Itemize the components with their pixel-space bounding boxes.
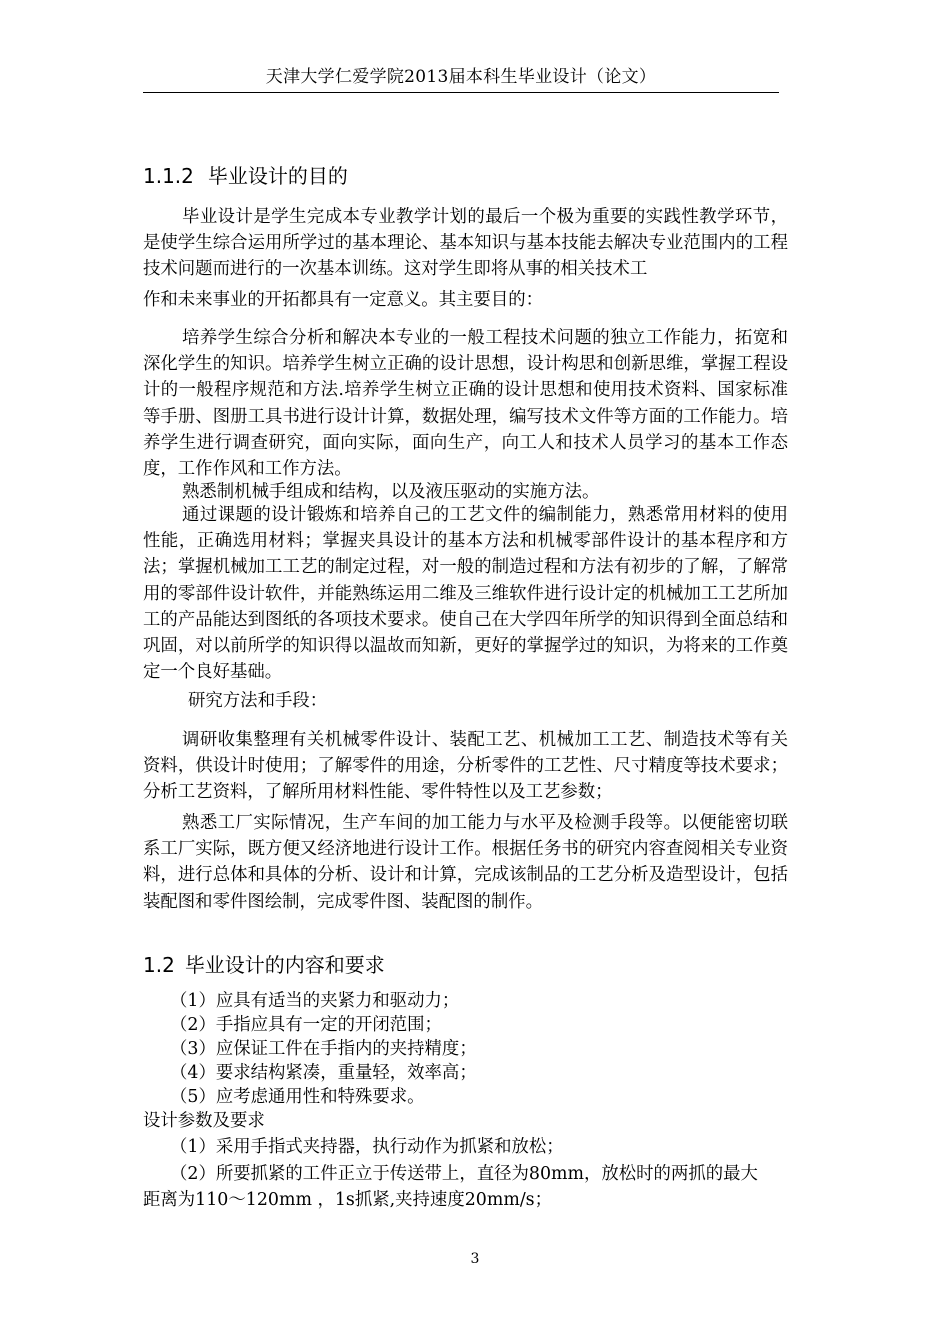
- purpose-paragraph-1b: 作和未来事业的开拓都具有一定意义。其主要目的：: [143, 290, 543, 310]
- section-number: 1.2: [143, 953, 175, 977]
- section-number: 1.1.2: [143, 164, 194, 188]
- design-params-label: 设计参数及要求: [143, 1111, 265, 1131]
- requirement-item-1: （1）应具有适当的夹紧力和驱动力；: [170, 991, 460, 1011]
- purpose-paragraph-2: [143, 325, 788, 482]
- methods-label: 研究方法和手段：: [188, 691, 328, 711]
- design-param-2-line-2: 距离为110～120mm ，1s抓紧,夹持速度20mm/s；: [143, 1190, 552, 1210]
- section-title: 毕业设计的目的: [207, 164, 348, 188]
- design-param-1: （1）采用手指式夹持器，执行动作为抓紧和放松；: [170, 1137, 564, 1157]
- section-heading-1-1-2: [143, 163, 348, 189]
- purpose-paragraph-3: 熟悉制机械手组成和结构，以及液压驱动的实施方法。: [182, 482, 600, 502]
- design-param-2-line-1: （2）所要抓紧的工件正立于传送带上，直径为80mm，放松时的两抓的最大: [170, 1164, 758, 1184]
- requirement-item-5: （5）应考虑通用性和特殊要求。: [170, 1087, 425, 1107]
- paragraph-text: 毕业设计是学生完成本专业教学计划的最后一个极为重要的实践性教学环节，是使学生综合运用所学过的基本理论、基本知识与基本技能去解决专业范围内的工程技术问题而进行的一次基本训练。这对学生即将从事的相关技术工: [143, 207, 788, 280]
- requirement-item-3: （3）应保证工件在手指内的夹持精度；: [170, 1039, 477, 1059]
- section-heading-1-2: [143, 952, 385, 978]
- paragraph-text: 培养学生综合分析和解决本专业的一般工程技术问题的独立工作能力，拓宽和深化学生的知识。培养学生树立正确的设计思想，设计构思和创新思维，掌握工程设计的一般程序规范和方法.培养学生树立正确的设计思想和使用技术资料、国家标准等手册、图册工具书进行设计计算，数据处理，编写技术文件等方面的工作能力。培养学生进行调查研究，面向实际，面向生产，向工人和技术人员学习的基本工作态度，工作作风和工作方法。: [143, 328, 788, 480]
- paragraph-text: 熟悉工厂实际情况，生产车间的加工能力与水平及检测手段等。以便能密切联系工厂实际，既方便又经济地进行设计工作。根据任务书的研究内容查阅相关专业资料，进行总体和具体的分析、设计和计算，完成该制品的工艺分析及造型设计，包括装配图和零件图绘制，完成零件图、装配图的制作。: [143, 813, 788, 912]
- purpose-paragraph-4: [143, 502, 788, 685]
- running-header: 天津大学仁爱学院2013届本科生毕业设计（论文）: [265, 67, 657, 87]
- page-number: 3: [470, 1251, 480, 1267]
- section-title: 毕业设计的内容和要求: [184, 953, 385, 977]
- requirement-item-4: （4）要求结构紧凑，重量轻，效率高；: [170, 1063, 477, 1083]
- requirement-item-2: （2）手指应具有一定的开闭范围；: [170, 1015, 442, 1035]
- header-rule: [143, 92, 779, 93]
- methods-paragraph-2: [143, 810, 788, 915]
- methods-paragraph-1: [143, 727, 788, 806]
- paragraph-text: 通过课题的设计锻炼和培养自己的工艺文件的编制能力，熟悉常用材料的使用性能，正确选用材料；掌握夹具设计的基本方法和机械零部件设计的基本程序和方法；掌握机械加工工艺的制定过程，对一般的制造过程和方法有初步的了解，了解常用的零部件设计软件，并能熟练运用二维及三维软件进行设计定的机械加工工艺所加工的产品能达到图纸的各项技术要求。使自己在大学四年所学的知识得到全面总结和巩固，对以前所学的知识得以温故而知新，更好的掌握学过的知识，为将来的工作奠定一个良好基础。: [143, 505, 788, 683]
- paragraph-text: 调研收集整理有关机械零件设计、装配工艺、机械加工工艺、制造技术等有关资料，供设计时使用；了解零件的用途，分析零件的工艺性、尺寸精度等技术要求；分析工艺资料，了解所用材料性能、零件特性以及工艺参数；: [143, 730, 788, 803]
- purpose-paragraph-1a: [143, 204, 788, 283]
